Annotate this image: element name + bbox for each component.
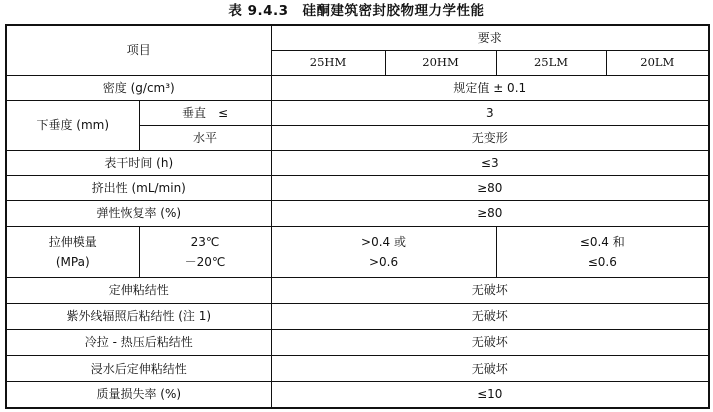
table-header-row (6, 25, 709, 50)
density-value: 规定值 ± 0.1 (271, 75, 709, 100)
properties-table (5, 24, 710, 409)
elastic-recovery-value: ≥80 (271, 201, 709, 226)
sag-horizontal-value: 无变形 (271, 126, 709, 151)
table-title: 表 9.4.3 硅酮建筑密封胶物理力学性能 (228, 3, 485, 19)
sag-horizontal-label: 水平 (139, 126, 271, 151)
table-row (6, 75, 709, 100)
item-header: 项目 (6, 25, 271, 75)
grade-25lm: 25LM (496, 50, 606, 75)
sag-vertical-value: 3 (271, 100, 709, 125)
fixed-elongation-label: 定伸粘结性 (6, 277, 271, 303)
table-row (6, 226, 709, 277)
table-row (6, 176, 709, 201)
hm-value-2: >0.6 (368, 254, 399, 269)
density-label: 密度 (g/cm³) (6, 75, 271, 100)
requirement-header: 要求 (271, 25, 709, 50)
water-adhesion-value: 无破坏 (271, 356, 709, 382)
table-row (6, 100, 709, 125)
elastic-recovery-label: 弹性恢复率 (%) (6, 201, 271, 226)
grade-20hm: 20HM (385, 50, 496, 75)
table-row (6, 201, 709, 226)
tensile-modulus-label (6, 226, 139, 277)
cold-heat-adhesion-label: 冷拉 - 热压后粘结性 (6, 330, 271, 356)
lm-value-2: ≤0.6 (587, 254, 617, 269)
uv-adhesion-label: 紫外线辐照后粘结性 (注 1) (6, 303, 271, 329)
temp-minus20: －20℃ (184, 254, 226, 269)
table-row (6, 330, 709, 356)
table-row (6, 277, 709, 303)
extrudability-value: ≥80 (271, 176, 709, 201)
tack-free-label: 表干时间 (h) (6, 151, 271, 176)
mass-loss-value: ≤10 (271, 382, 709, 408)
grade-20lm: 20LM (606, 50, 709, 75)
tensile-modulus-temps (139, 226, 271, 277)
sag-label: 下垂度 (mm) (6, 100, 139, 150)
tensile-modulus-hm (271, 226, 496, 277)
tack-free-value: ≤3 (271, 151, 709, 176)
tensile-modulus-label-line2: (MPa) (55, 254, 90, 269)
lm-value-1: ≤0.4 和 (579, 234, 625, 249)
table-row (6, 303, 709, 329)
grade-25hm: 25HM (271, 50, 385, 75)
water-adhesion-label: 浸水后定伸粘结性 (6, 356, 271, 382)
extrudability-label: 挤出性 (mL/min) (6, 176, 271, 201)
uv-adhesion-value: 无破坏 (271, 303, 709, 329)
fixed-elongation-value: 无破坏 (271, 277, 709, 303)
tensile-modulus-lm (496, 226, 709, 277)
table-row (6, 151, 709, 176)
hm-value-1: >0.4 或 (361, 234, 406, 249)
mass-loss-label: 质量损失率 (%) (6, 382, 271, 408)
temp-23: 23℃ (190, 234, 220, 249)
table-row (6, 356, 709, 382)
table-row (6, 382, 709, 408)
sag-vertical-label: 垂直 ≤ (139, 100, 271, 125)
cold-heat-adhesion-value: 无破坏 (271, 330, 709, 356)
tensile-modulus-label-line1: 拉伸模量 (48, 234, 97, 249)
